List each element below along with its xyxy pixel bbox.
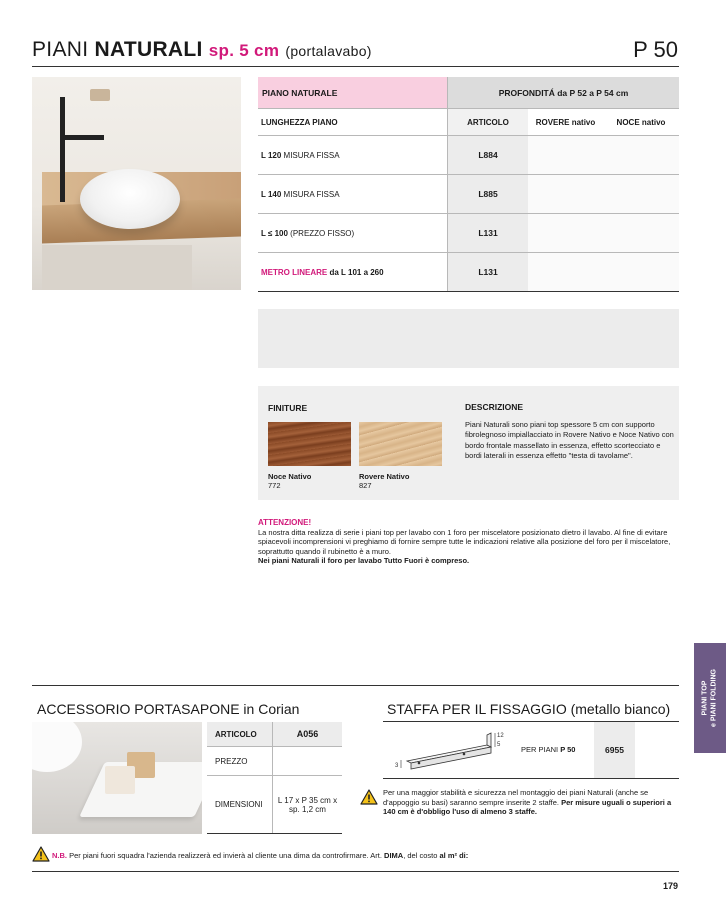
- bracket-title: STAFFA PER IL FISSAGGIO (metallo bianco): [387, 701, 671, 717]
- accessory-table: [207, 722, 342, 834]
- accessory-header-row: [207, 722, 342, 747]
- row-article: L885: [448, 175, 528, 213]
- swatch-rovere: [359, 422, 442, 466]
- grey-placeholder-box: [258, 309, 679, 368]
- row-length: [258, 214, 448, 252]
- page-number: 179: [663, 881, 679, 891]
- bracket-bottom-divider: [383, 778, 679, 779]
- page-code: P 50: [633, 37, 678, 62]
- bracket-dim-c: 5: [497, 742, 501, 748]
- row-length: [258, 175, 448, 213]
- bracket-drawing: [389, 727, 513, 775]
- bracket-code: 6955: [594, 722, 635, 778]
- attention-note: [258, 518, 678, 566]
- swatch-code: 827: [359, 481, 372, 490]
- title-subtitle: (portalavabo): [285, 43, 372, 59]
- title-light: PIANI: [32, 38, 95, 61]
- attention-text: La nostra ditta realizza di serie i piani top per lavabo con 1 foro per miscelatore posizionato dietro il lavabo. Al fine di evitare spiacevoli incomprensioni vi preghiamo di fornire sempre tutte le indicazioni relative alla posizione del foro per il miscelatore, soprattutto quando il rubinetto è a muro.: [258, 527, 671, 556]
- table-column-row: [258, 109, 679, 136]
- length-rest: da L 101 a 260: [329, 267, 384, 277]
- length-rest: MISURA FISSA: [283, 150, 340, 160]
- bracket-dim-b: 12: [497, 733, 504, 739]
- accessory-photo: [32, 722, 202, 834]
- nb-bold-cost: al m² di:: [439, 851, 469, 860]
- nb-note: [52, 851, 468, 860]
- bracket-note-bold: Per misure uguali o superiori a 140 cm è d'obbligo l'uso di almeno 3 staffe.: [383, 797, 672, 817]
- bracket-label: [521, 745, 575, 754]
- length-pink: METRO LINEARE: [261, 267, 328, 277]
- swatch-noce: [268, 422, 351, 466]
- nb-label: N.B.: [52, 851, 67, 860]
- attention-heading: ATTENZIONE!: [258, 518, 312, 527]
- accessory-price-value: [273, 747, 342, 775]
- spout: [60, 135, 104, 140]
- row-noce-price: [603, 253, 679, 291]
- table-row: [258, 175, 679, 214]
- head-left: PIANO NATURALE: [258, 77, 448, 108]
- col-rovere: ROVERE nativo: [535, 117, 596, 127]
- section-tab[interactable]: [694, 643, 726, 753]
- bottom-divider: [32, 871, 679, 872]
- length-bold: L 120: [261, 150, 282, 160]
- table-row: [258, 136, 679, 175]
- swatch-name: Rovere Nativo: [359, 472, 410, 481]
- table-row: [258, 214, 679, 253]
- bracket-note: [383, 788, 679, 817]
- finishes-heading: FINITURE: [268, 403, 308, 413]
- warning-icon: [360, 789, 378, 805]
- attention-bold: Nei piani Naturali il foro per lavabo Tutto Fuori è compreso.: [258, 556, 470, 566]
- swatch-noce-caption: [268, 472, 311, 490]
- title-thickness: sp. 5 cm: [208, 41, 280, 60]
- row-noce-price: [603, 214, 679, 252]
- length-bold: L ≤ 100: [261, 228, 288, 238]
- description-heading: DESCRIZIONE: [465, 402, 524, 412]
- col-article: ARTICOLO: [448, 109, 528, 135]
- swatch-rovere-caption: [359, 472, 409, 490]
- tab-line-2: e PIANI FOLDING: [710, 669, 717, 727]
- middle-divider: [32, 685, 679, 686]
- accessory-col-article: ARTICOLO: [207, 722, 273, 746]
- page-title: [32, 38, 372, 62]
- title-bold: NATURALI: [94, 38, 203, 61]
- row-article: L131: [448, 214, 528, 252]
- head-right: PROFONDITÁ da P 52 a P 54 cm: [448, 77, 679, 108]
- product-photo: [32, 77, 241, 290]
- bowl: [32, 722, 82, 772]
- warning-icon: [32, 846, 50, 862]
- nb-bold-dima: DIMA: [384, 851, 404, 860]
- length-rest: MISURA FISSA: [283, 189, 340, 199]
- length-rest: (PREZZO FISSO): [290, 228, 355, 238]
- accessory-dim-label: DIMENSIONI: [207, 776, 273, 833]
- bracket-label-prefix: PER PIANI: [521, 745, 561, 754]
- row-rovere-price: [528, 136, 603, 174]
- row-article: L131: [448, 253, 528, 291]
- cabinet: [42, 245, 192, 290]
- soap-dish: [90, 89, 110, 101]
- row-rovere-price: [528, 214, 603, 252]
- table-header-row: [258, 77, 679, 109]
- accessory-dim-row: [207, 776, 342, 834]
- basin: [80, 169, 180, 229]
- swatch-name: Noce Nativo: [268, 472, 312, 481]
- swatch-code: 772: [268, 481, 281, 490]
- length-bold: L 140: [261, 189, 282, 199]
- accessory-price-label: PREZZO: [207, 747, 273, 775]
- accessory-title: ACCESSORIO PORTASAPONE in Corian: [37, 701, 300, 717]
- soap: [105, 766, 135, 794]
- row-length: [258, 253, 448, 291]
- pricing-table: [258, 77, 679, 292]
- col-noce: NOCE nativo: [616, 117, 666, 127]
- row-length: [258, 136, 448, 174]
- section-tab-label: [702, 669, 719, 727]
- bracket-dim-a: 3: [395, 763, 399, 769]
- nb-text-2: , del costo: [403, 851, 438, 860]
- bracket-note-text: Per una maggior stabilità e sicurezza nel montaggio dei piani Naturali (anche se d'appoggio su basi) saranno sempre inserite 2 staffe.: [383, 788, 649, 807]
- accessory-price-row: [207, 747, 342, 776]
- accessory-article-code: A056: [296, 729, 319, 739]
- row-article: L884: [448, 136, 528, 174]
- row-rovere-price: [528, 253, 603, 291]
- tab-line-1: PIANI TOP: [701, 680, 709, 716]
- row-rovere-price: [528, 175, 603, 213]
- bracket-label-bold: P 50: [560, 745, 576, 754]
- description-text: Piani Naturali sono piani top spessore 5 cm con supporto fibrolegnoso impiallacciato in Rovere Nativo e Noce Nativo con bordo frontale massellato in essenza, effetto scortecciato e bordi laterali in essenza effetto "testa di tavolame".: [465, 420, 674, 460]
- row-noce-price: [603, 136, 679, 174]
- top-divider: [32, 66, 679, 67]
- row-noce-price: [603, 175, 679, 213]
- tap: [60, 97, 65, 202]
- nb-text: Per piani fuori squadra l'azienda realizzerà ed invierà al cliente una dima da controfirmare. Art.: [69, 851, 382, 860]
- col-length: LUNGHEZZA PIANO: [258, 109, 448, 135]
- accessory-dim-value: L 17 x P 35 cm x sp. 1,2 cm: [277, 795, 338, 814]
- table-row: [258, 253, 679, 292]
